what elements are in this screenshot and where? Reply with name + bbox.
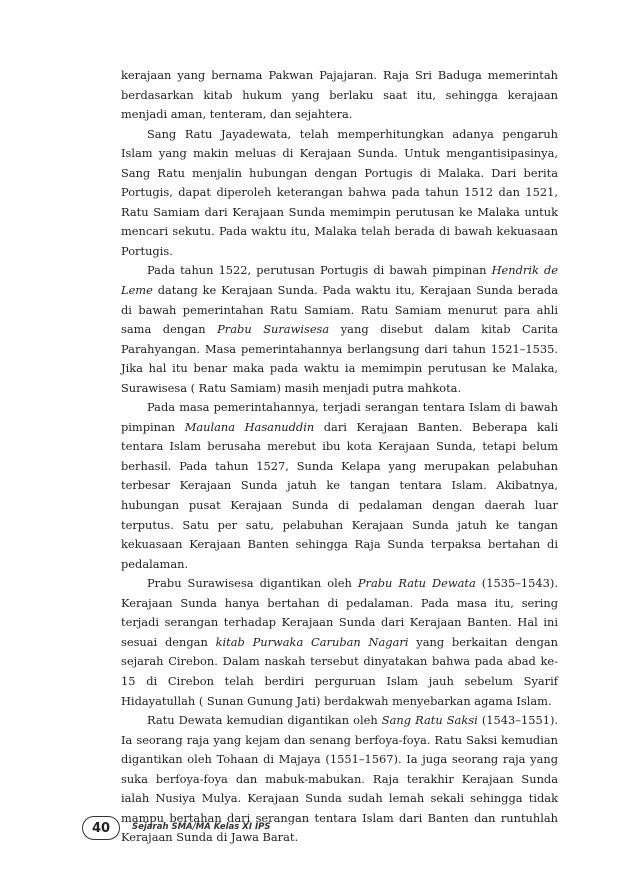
page-body-text [121,66,558,848]
paragraph-text: Prabu Surawisesa digantikan oleh [147,576,358,591]
paragraph [121,398,558,574]
italic-title: kitab Purwaka Caruban Nagari [215,634,409,649]
paragraph-text: yang disebut dalam kitab Carita Parahyangan. Masa pemerintahannya berlangsung dari tahun 1521–1535. Jika hal itu benar maka pada waktu ia memimpin perutusan ke Malaka, Surawisesa ( Ratu Samiam) masih menjadi putra mahkota. [121,322,559,395]
paragraph-text: Sang Ratu Jayadewata, telah memperhitungkan adanya pengaruh Islam yang makin meluas di Kerajaan Sunda. Untuk mengantisipasinya, Sang Ratu menjalin hubungan dengan Portugis di Malaka. Dari berita Portugis, dapat diperoleh keterangan bahwa pada tahun 1512 dan 1521, Ratu Samiam dari Kerajaan Sunda memimpin perutusan ke Malaka untuk mencari sekutu. Pada waktu itu, Malaka telah berada di bawah kekuasaan Portugis. [121,126,558,258]
paragraph [121,66,558,125]
italic-name: Maulana Hasanuddin [184,419,315,434]
paragraph-text: Ratu Dewata kemudian digantikan oleh [147,713,382,728]
italic-name: Prabu Surawisesa [217,322,330,337]
paragraph-text: datang ke Kerajaan Sunda. Pada waktu itu, Kerajaan Sunda berada di bawah pemerintahan Ratu Samiam. Ratu Samiam menurut para ahli sama dengan [121,283,558,337]
paragraph-text: dari Kerajaan Banten. Beberapa kali tentara Islam berusaha merebut ibu kota Kerajaan Sunda, tetapi belum berhasil. Pada tahun 1527, Sunda Kelapa yang merupakan pelabuhan terbesar Kerajaan Sunda jatuh ke tangan tentara Islam. Akibatnya, hubungan pusat Kerajaan Sunda di pedalaman dengan daerah luar terputus. Satu per satu, pelabuhan Kerajaan Sunda jatuh ke tangan kekuasaan Kerajaan Banten sehingga Raja Sunda terpaksa bertahan di pedalaman. [121,419,558,571]
page-number: 40 [91,820,111,836]
italic-name: Hendrik de Leme [121,263,558,298]
italic-name: Sang Ratu Saksi [381,713,478,728]
paragraph-text: (1535–1543). Kerajaan Sunda hanya bertahan di pedalaman. Pada masa itu, sering terjadi serangan terhadap Kerajaan Sunda dari Kerajaan Banten. Hal ini sesuai dengan [121,576,558,649]
paragraph-text: Pada masa pemerintahannya, terjadi serangan tentara Islam di bawah pimpinan [121,400,558,434]
paragraph-text: (1543–1551). Ia seorang raja yang kejam dan senang berfoya-foya. Ratu Saksi kemudian digantikan oleh Tohaan di Majaya (1551–1567). Ia juga seorang raja yang suka berfoya-foya dan mabuk-mabukan. Raja terakhir Kerajaan Sunda ialah Nusiya Mulya. Kerajaan Sunda sudah lemah sekali sehingga tidak mampu bertahan dari serangan tentara Islam dari Banten dan runtuhlah Kerajaan Sunda di Jawa Barat. [121,713,559,845]
paragraph [121,125,558,262]
footer-book-title: Sejarah SMA/MA Kelas XI IPS [132,822,271,832]
paragraph [121,574,558,711]
paragraph-text: yang berkaitan dengan sejarah Cirebon. Dalam naskah tersebut dinyatakan bahwa pada abad ke-15 di Cirebon telah berdiri perguruan Islam jauh sebelum Syarif Hidayatullah ( Sunan Gunung Jati) berdakwah menyebarkan agama Islam. [121,634,558,708]
italic-name: Prabu Ratu Dewata [357,576,476,591]
paragraph [121,261,558,398]
paragraph-text: kerajaan yang bernama Pakwan Pajajaran. Raja Sri Baduga memerintah berdasarkan kitab hukum yang berlaku saat itu, sehingga kerajaan menjadi aman, tenteram, dan sejahtera. [121,68,558,122]
paragraph-text: Pada tahun 1522, perutusan Portugis di bawah pimpinan [147,263,492,278]
page-number-badge [82,816,120,840]
